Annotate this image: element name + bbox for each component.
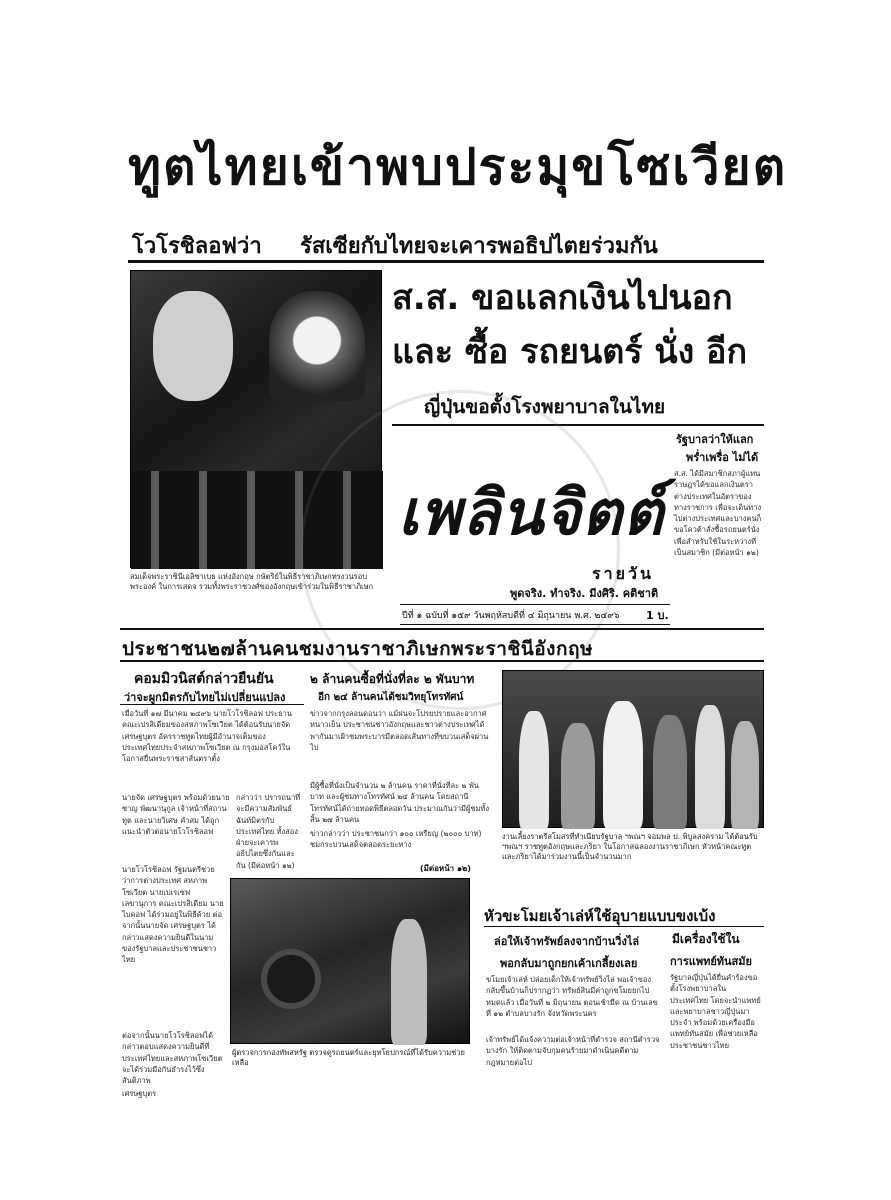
military-vehicles-photo [230, 878, 470, 1044]
side-body: ส.ส. ได้มีสมาชิกสภาผู้แทนราษฎรได้ขอแลกเงินตราต่างประเทศในอัตราของทางราชการ เพื่อจะเดินทางไปต่างประเทศและบางคนก็ขอโควต้าสั่งซื้อรถยนตร์นั่งเพื่อสำหรับใช้ในระหว่างที่เป็นสมาชิก (มีต่อหน้า ๑๒) [674, 469, 762, 557]
queen-portrait [153, 291, 233, 401]
col2-body-1: ข่าวจากกรุงลอนดอนว่า แม้ฝนจะโปรยปรายและอากาศหนาวเย็น ประชาชนชาวอังกฤษและชาวต่างประเทศได้พากันมาเฝ้าชมพระบารมีตลอดเส้นทางที่ขบวนเสด็จผ่านไป [310, 709, 489, 752]
col2-headline: ๒ ล้านคนซื้อที่นั่งที่ละ ๒ พันบาท [310, 672, 475, 686]
subheadline-right: รัสเซียกับไทยจะเคารพอธิปไตยร่วมกัน [300, 234, 658, 259]
col3-rule [484, 926, 764, 927]
crown-image [269, 291, 365, 401]
col3-body: ขโมยเจ้าเล่ห์ ปล่อยเด็กให้เจ้าทรัพย์วิ่งไล่ พอเจ้าของกลับขึ้นบ้านก็ปรากฏว่า ทรัพย์สินมีค่าถูกขโมยยกไปหมดแล้ว เมื่อวันที่ ๒ มิถุนายน ตอนเช้ามืด ณ บ้านเลขที่ ๑๒ ตำบลบางรัก จังหวัดพระนคร [486, 975, 658, 1018]
masthead-motto: พูดจริง. ทำจริง. มีงศิริ. คติชาติ [510, 587, 659, 600]
col1-body-6: เศรษฐบุตร [122, 1089, 157, 1098]
col2-continued: (มีต่อหน้า ๑๒) [420, 864, 471, 873]
col1-headline: คอมมิวนิสต์กล่าวยืนยัน [134, 671, 274, 687]
col4-headline: มีเครื่องใช้ใน [672, 932, 740, 946]
issue-line: ปีที่ ๑ ฉบับที่ ๑๕๙ วันพฤหัสบดีที่ ๔ มิถุนายน พ.ศ. ๒๔๙๖ [402, 611, 620, 621]
masthead-rule-bottom [400, 624, 670, 625]
col4-subheadline: การแพทย์ทันสมัย [670, 955, 752, 968]
col1-body-4: นายโวโรชิลอฟ รัฐมนตรีช่วยว่าการต่างประเทศ สหภาพโซเวียต นายเปเรเซฟ เลขานุการ คณะเปรสิเดียม นายไบคอฟ ได้ร่วมอยู่ในพิธีด้วย ต่อจากนั้นนายจัด เศรษฐบุตร ได้กล่าวแสดงความยินดีในนามของรัฐบาลและประชาชนชาวไทย [122, 865, 224, 964]
col3-subheadline-2: พอกลับมาถูกยกเค้าเกลี้ยงเลย [500, 957, 638, 970]
masthead-title: เพลินจิตต์ [398, 476, 665, 549]
person-5 [695, 705, 725, 829]
masthead-rule-top [400, 604, 670, 605]
top-rule [128, 260, 764, 263]
col1-body-5: ต่อจากนั้นนายโวโรชิลอฟได้กล่าวตอบแสดงความยินดีที่ประเทศไทยและสหภาพโซเวียตจะได้ร่วมมือกันธำรงไว้ซึ่งสันติภาพ [122, 1031, 223, 1085]
col2-body-3: ข่าวกล่าวว่า ประชาชนกว่า ๑๐๐ เหรียญ (๒๐๐๐ บาท) ชมกระบวนเสด็จตลอดระยะทาง [310, 829, 482, 850]
person-2 [561, 723, 595, 829]
main-headline: ทูตไทยเข้าพบประมุขโซเวียต [128, 138, 788, 196]
right-headline-line1: ส.ส. ขอแลกเงินไปนอก [392, 278, 733, 318]
col1-rule [120, 704, 304, 705]
col2-subheadline: อีก ๒๔ ล้านคนได้ชมวิทยุโทรทัศน์ [318, 692, 464, 703]
col1-body-3: กล่าวว่า ปรารถนาที่จะมีความสัมพันธ์ฉันท์มิตรกับประเทศไทย ทั้งสองฝ่ายจะเคารพอธิปไตยซึ่งกันและกัน (มีต่อหน้า ๑๒) [236, 793, 301, 870]
col1-body-2: นายจัด เศรษฐบุตร พร้อมด้วยนายชาญ พัฒนานุกูล เจ้าหน้าที่สถานทูต และนายวิเศษ คำสม ได้ถูกแนะนำตัวต่อนายโวโรชิลอฟ [122, 793, 230, 836]
right-headline-line3: ญี่ปุ่นขอตั้งโรงพยาบาลในไทย [424, 396, 666, 418]
person-6 [731, 721, 759, 829]
right-headline-line2: และ ซื้อ รถยนตร์ นั่ง อีก [392, 332, 748, 372]
side-headline-1: รัฐบาลว่าให้แลก [676, 433, 754, 446]
reception-photo-caption: งานเลี้ยงราตรีสโมสรที่ทำเนียบรัฐบาล ฯพณฯ จอมพล ป. พิบูลสงคราม ได้ต้อนรับ ฯพณฯ ราชทูตอังกฤษและภริยา ในโอกาสฉลองงานราชาภิเษก หัวหน้าคณะทูตและภริยาได้มาร่วมงานนี้เป็นจำนวนมาก [502, 832, 758, 862]
reception-photo [502, 670, 764, 828]
officer-figure [391, 919, 427, 1045]
person-1 [519, 711, 549, 829]
person-3 [603, 701, 643, 829]
banner-rule-top [120, 628, 764, 630]
col4-body: รัฐบาลญี่ปุ่นได้ยื่นคำร้องขอตั้งโรงพยาบาลในประเทศไทย โดยจะนำแพทย์และพยาบาลชาวญี่ปุ่นมาประจำ พร้อมด้วยเครื่องมือแพทย์ทันสมัย เพื่อช่วยเหลือประชาชนชาวไทย [670, 973, 761, 1050]
banner-headline: ประชาชน๒๗ล้านคนชมงานราชาภิเษกพระราชินีอังกฤษ [122, 638, 593, 660]
banner-rule-bottom [120, 660, 764, 662]
col3-subheadline-1: ล่อให้เจ้าทรัพย์ลงจากบ้านวิ่งไล่ [494, 935, 640, 948]
col1-body-1: เมื่อวันที่ ๑๗ มีนาคม ๒๔๙๖ นายโวโรชิลอฟ ประธานคณะเปรสิเดียมของสหภาพโซเวียต ได้ต้อนรับนายจัด เศรษฐบุตร อัครราชทูตไทยผู้มีอำนาจเต็มของประเทศไทยประจำสหภาพโซเวียต ณ กรุงมอสโคว์ในโอกาสยื่นพระราชสาส์นตราตั้ง [122, 709, 292, 763]
side-headline-2: พร่ำเพรื่อ ไม่ได้ [686, 451, 759, 464]
col1-subheadline: ว่าจะผูกมิตรกับไทยไม่เปลี่ยนแปลง [124, 691, 286, 704]
person-4 [653, 715, 687, 829]
col3-headline: หัวขะโมยเจ้าเล่ห์ใช้อุบายแบบขงเบ้ง [484, 907, 716, 925]
masthead-subtitle: รายวัน [592, 564, 654, 583]
bottom-photo-caption: ผู้ตรวจการกองทัพสหรัฐ ตรวจดูรถยนตร์และยุทโธปกรณ์ที่ได้รับความช่วยเหลือ [232, 1048, 465, 1068]
top-photo-caption: สมเด็จพระราชินีเอลิซาเบธ แห่งอังกฤษ กษัตริย์ในพิธีราชาภิเษกทรงวนรอบพระองค์ ในการเสดจ รวมทั้งพระราชวงศ์ของอังกฤษเข้าร่วมในพิธีราชาภิเษก [130, 572, 374, 592]
subheadline-left: โวโรชิลอฟว่า [132, 234, 262, 259]
col3-body-2: เจ้าทรัพย์ได้แจ้งความต่อเจ้าหน้าที่ตำรวจ สถานีตำรวจบางรัก ให้ติดตามจับกุมคนร้ายมาดำเนินคดีตามกฎหมายต่อไป [486, 1035, 660, 1067]
price: 1 บ. [646, 609, 669, 622]
vehicle-wheel [261, 949, 321, 1009]
col2-body-2: มีผู้ซื้อที่นั่งเป็นจำนวน ๒ ล้านคน ราคาที่นั่งที่ละ ๒ พันบาท และผู้ชมทางโทรทัศน์ ๒๔ ล้านคน โดยสถานีโทรทัศน์ได้ถ่ายทอดพิธีตลอดวัน ประมาณกันว่ามีผู้ชมทั้งสิ้น ๒๗ ล้านคน [310, 781, 490, 824]
